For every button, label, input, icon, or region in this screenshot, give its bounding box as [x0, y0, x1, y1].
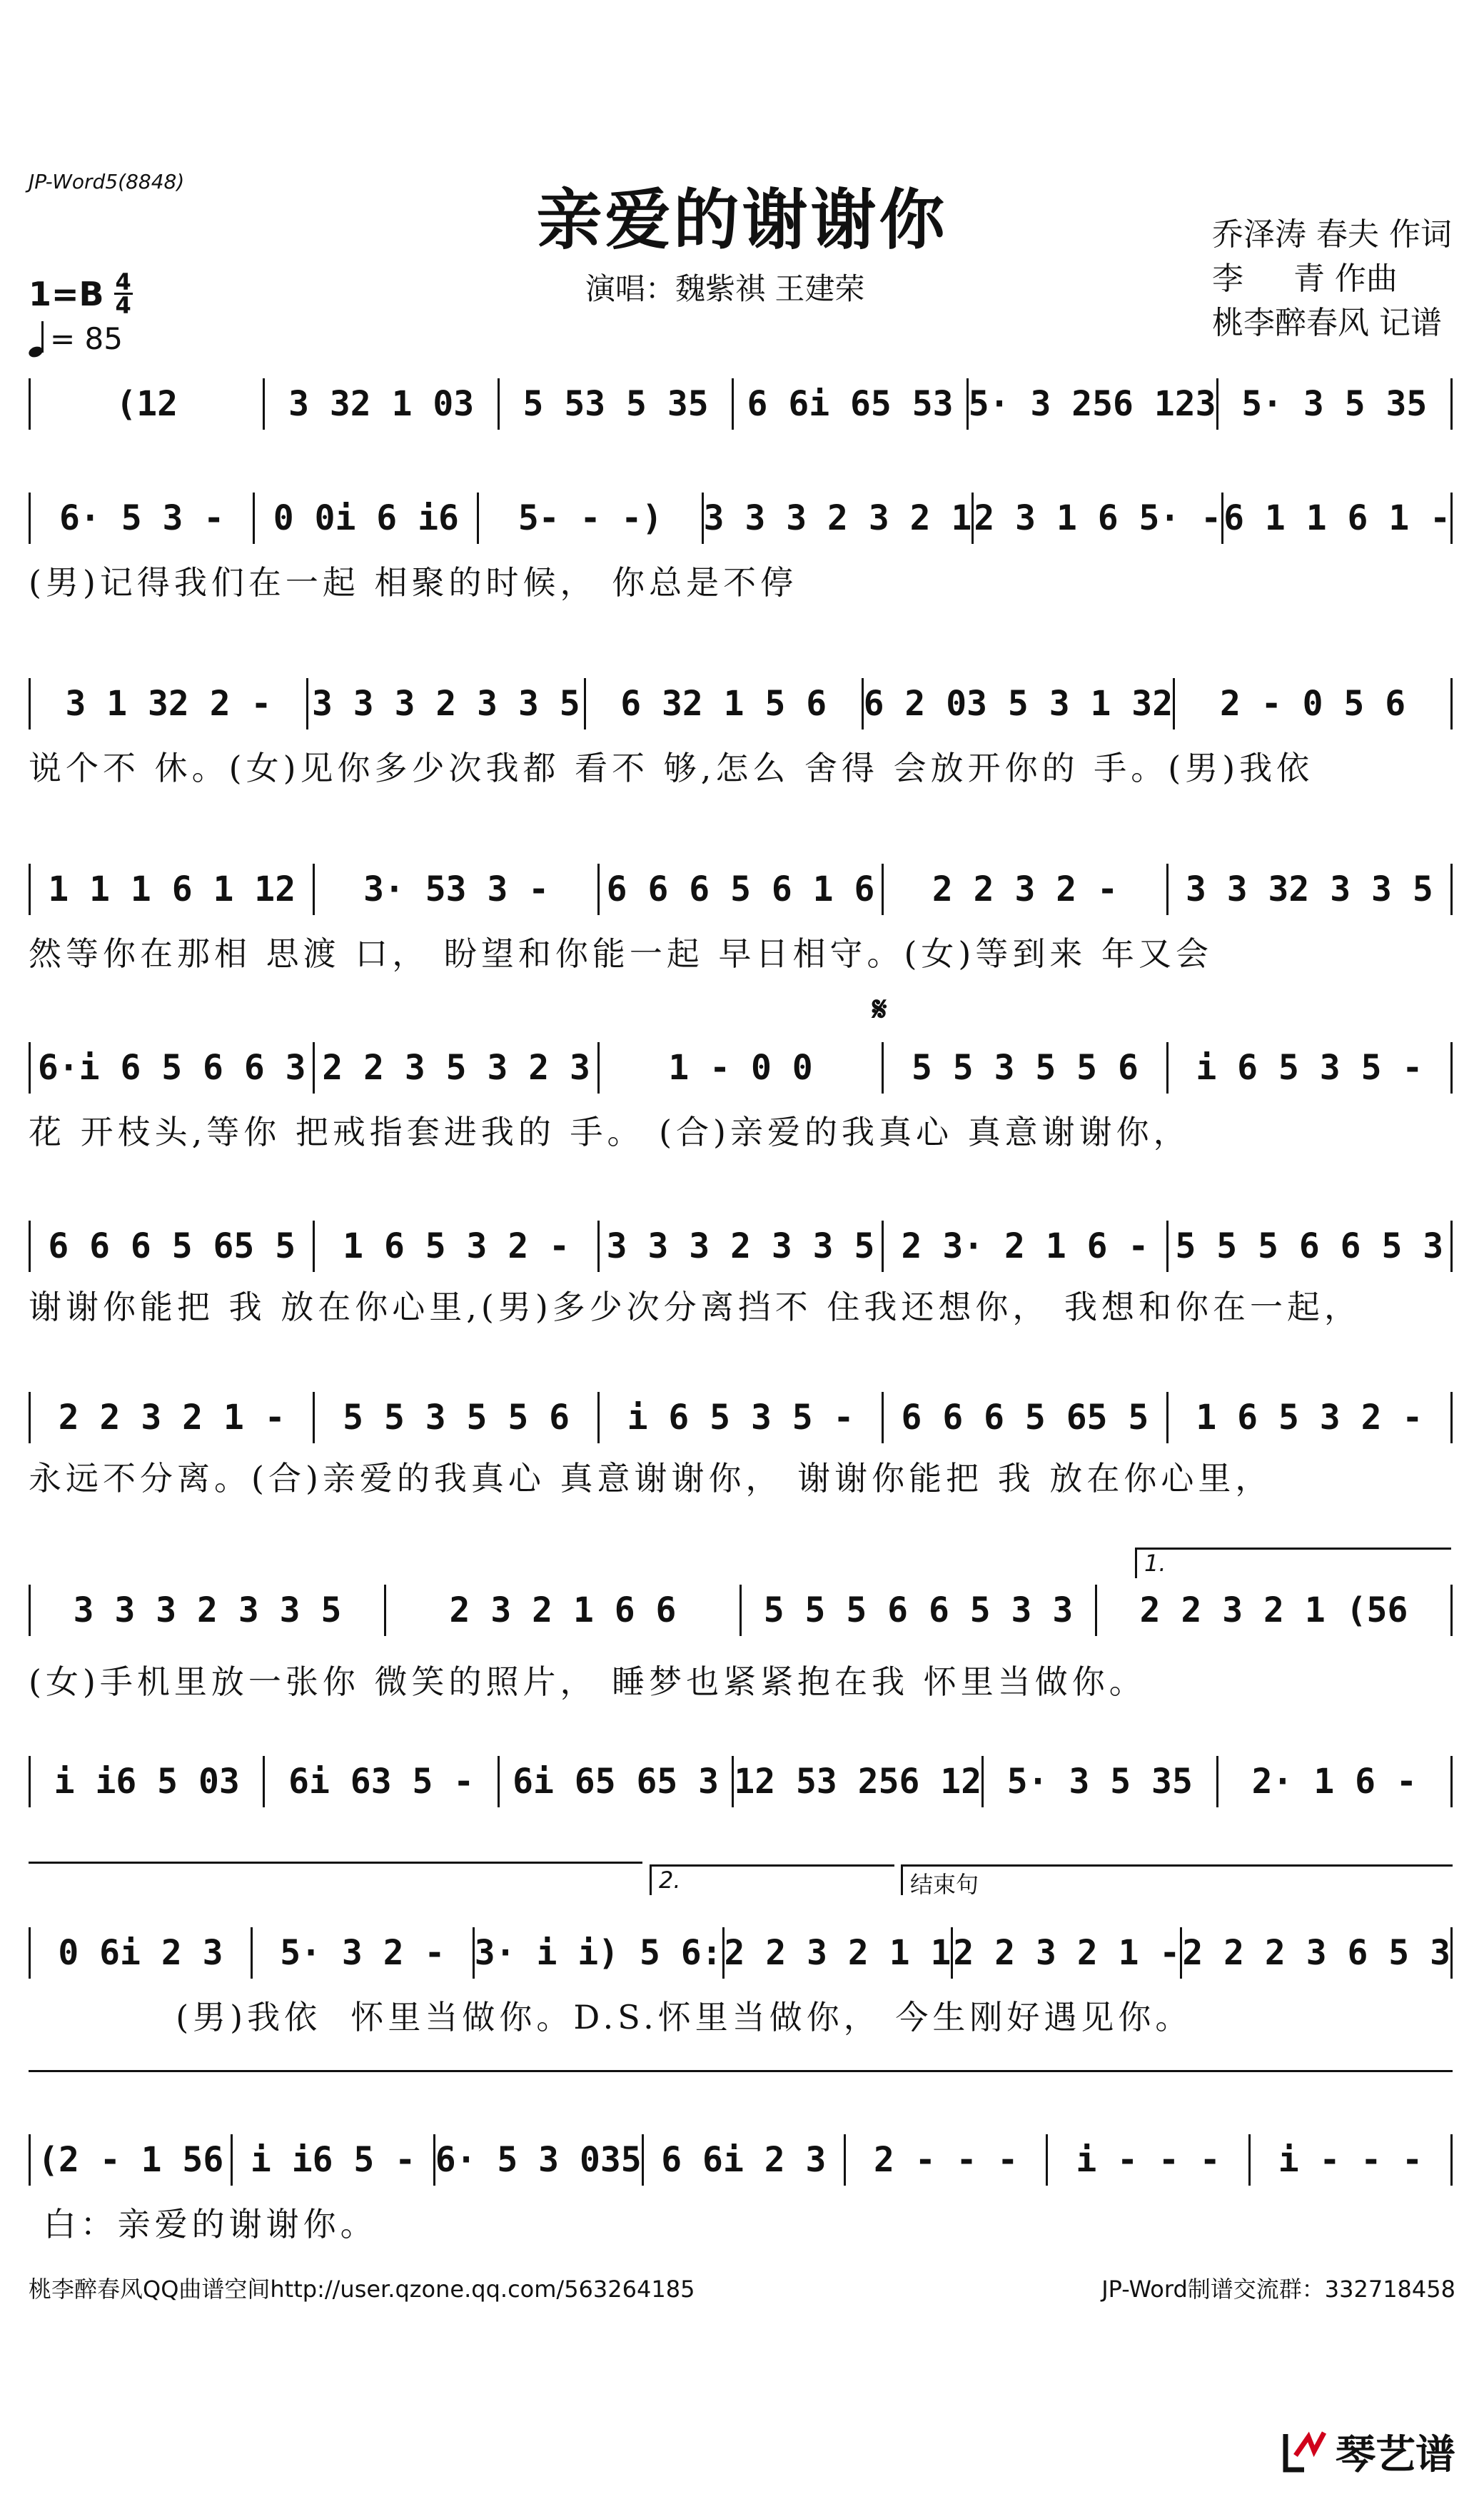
measure: 6 6i 65 53 [747, 384, 954, 424]
barline [1450, 1585, 1453, 1636]
barline [1450, 1221, 1453, 1272]
measure: 5 53 5 35 [523, 384, 709, 424]
lyric-line: 说个不 休。(女)见你多少次我都 看不 够,怎么 舍得 会放开你的 手。(男)我依 [29, 749, 1314, 787]
notation-line [29, 1927, 1453, 1979]
lyric-line: 谢谢你能把 我 放在你心里,(男)多少次分离挡不 住我还想你， 我想和你在一起， [29, 1288, 1362, 1326]
notation-line [29, 1221, 1453, 1272]
volta-continue-bracket [29, 1862, 642, 1885]
measure: 3 32 1 03 [288, 384, 475, 424]
measure: 5 5 5 6 6 5 3 3 [763, 1590, 1074, 1630]
measure: 1 - 0 0 [668, 1048, 813, 1088]
footer-right: JP-Word制谱交流群：332718458 [1101, 2276, 1455, 2303]
measure: 6 32 1 5 6 [620, 684, 827, 724]
measure: 6 6 6 5 65 5 [48, 1226, 296, 1266]
brand-logo [1280, 2423, 1455, 2480]
measure: 5· 3 256 123 [968, 384, 1216, 424]
measure: 2 2 2 3 6 5 3 [1182, 1933, 1450, 1973]
measure: 5 5 3 5 5 6 [343, 1398, 570, 1438]
measure: 3· 53 3 - [363, 869, 550, 909]
time-signature [114, 268, 133, 319]
measure: 5- - -) [518, 498, 663, 538]
measure: 2 2 3 2 - [932, 869, 1118, 909]
measure: 1 1 1 6 1 12 [48, 869, 296, 909]
lyric-line: 然等你在那相 思渡 口， 盼望和你能一起 早日相守。(女)等到来 年又会 [29, 934, 1213, 973]
measure: 6 6 6 5 65 5 [901, 1398, 1149, 1438]
volta-2-label: 2. [659, 1867, 681, 1894]
measure: 3 3 3 2 3 3 5 [311, 684, 580, 724]
measure: 3 3 3 2 3 2 1 [703, 498, 972, 538]
measure: i 6 5 3 5 - [627, 1398, 854, 1438]
barline [1450, 1927, 1453, 1979]
notation-line [29, 378, 1453, 430]
measure: 5· 3 2 - [280, 1933, 445, 1973]
notation-line [29, 1042, 1453, 1094]
measure: 3· i i) 5 6: [474, 1933, 722, 1973]
measure: 6· 5 3 035 [435, 2140, 642, 2180]
time-top: 4 [115, 268, 131, 296]
ending-label: 结束句 [910, 1871, 979, 1898]
notation-line [29, 678, 1453, 730]
quarter-note-icon [29, 320, 44, 357]
lyric-line: 白：亲爱的谢谢你。 [29, 2205, 378, 2243]
measure: 3 3 3 2 3 3 5 [73, 1590, 342, 1630]
notation-line [29, 1392, 1453, 1443]
notation-line [29, 1756, 1453, 1807]
measure: i i6 5 - [250, 2140, 416, 2180]
notation-line [29, 864, 1453, 915]
measure: 2· 1 6 - [1251, 1762, 1417, 1802]
measure: i - - - [1076, 2140, 1221, 2180]
measure: 2 2 3 5 3 2 3 [322, 1048, 590, 1088]
key-signature [29, 268, 133, 319]
measure: 6 6 6 5 6 1 6 [606, 869, 875, 909]
footer-left: 桃李醉春风QQ曲谱空间http://user.qzone.qq.com/563264185 [29, 2276, 695, 2303]
lyric-line: 花 开枝头,等你 把戒指套进我的 手。 (合)亲爱的我真心 真意谢谢你， [29, 1113, 1191, 1151]
singer-line: 演唱：魏紫祺 王建荣 [585, 271, 865, 306]
lyricist-credit: 乔泽涛 春夫 作词 [1212, 216, 1452, 253]
credits [1212, 213, 1452, 345]
measure: 3 3 32 3 3 5 [1185, 869, 1433, 909]
measure: 2 - 0 5 6 [1220, 684, 1406, 724]
measure: 2 2 3 2 1 - [953, 1933, 1181, 1973]
measure: 5 5 3 5 5 6 [911, 1048, 1139, 1088]
measure: 5· 3 5 35 [1006, 1762, 1193, 1802]
measure: (2 - 1 56 [38, 2140, 224, 2180]
volta-2-bracket [650, 1864, 894, 1895]
key-text: 1=B [29, 274, 104, 313]
lyric-line: 永远不分离。(合)亲爱的我真心 真意谢谢你， 谢谢你能把 我 放在你心里， [29, 1459, 1273, 1498]
measure: 12 53 256 12 [734, 1762, 982, 1802]
barline [1450, 864, 1453, 915]
brand-name: 琴艺谱 [1336, 2431, 1455, 2478]
ending-bracket [901, 1864, 1453, 1898]
measure: 2 3· 2 1 6 - [901, 1226, 1149, 1266]
segno-icon: 𝄋 [872, 989, 887, 1029]
tempo-marking [29, 320, 123, 357]
brand-icon [1280, 2427, 1330, 2477]
measure: 3 3 3 2 3 3 5 [606, 1226, 875, 1266]
measure: 2 3 1 6 5· - [974, 498, 1222, 538]
lyric-line: (男)我依 怀里当做你。D.S.怀里当做你， 今生刚好遇见你。 [29, 1998, 1193, 2036]
measure: i - - - [1278, 2140, 1423, 2180]
barline [1450, 493, 1453, 544]
measure: 2 3 2 1 6 6 [449, 1590, 677, 1630]
measure: 6i 65 65 3 [513, 1762, 720, 1802]
measure: 6·i 6 5 6 6 3 [37, 1048, 306, 1088]
measure: 6 1 1 6 1 - [1223, 498, 1451, 538]
notation-line [29, 493, 1453, 544]
measure: 6 2 03 5 3 1 32 [863, 684, 1173, 724]
measure: 3 1 32 2 - [65, 684, 272, 724]
time-bottom: 4 [115, 292, 131, 319]
measure: i i6 5 03 [54, 1762, 240, 1802]
song-title: 亲爱的谢谢你 [536, 181, 948, 258]
measure: 0 0i 6 i6 [273, 498, 459, 538]
measure: 2 2 3 2 1 (56 [1139, 1590, 1408, 1630]
measure: i 6 5 3 5 - [1196, 1048, 1423, 1088]
measure: 2 2 3 2 1 - [58, 1398, 286, 1438]
barline [1450, 1756, 1453, 1807]
barline [1450, 1042, 1453, 1094]
barline [1450, 1392, 1453, 1443]
measure: 5· 3 5 35 [1241, 384, 1428, 424]
barline [1450, 378, 1453, 430]
measure: 5 5 5 6 6 5 3 [1175, 1226, 1444, 1266]
transcriber-credit: 桃李醉春风 记谱 [1212, 305, 1443, 341]
tempo-text: = 85 [50, 320, 123, 356]
measure: 2 2 3 2 1 1 [724, 1933, 952, 1973]
ending-continue-bracket [29, 2070, 1453, 2091]
measure: 6i 63 5 - [288, 1762, 475, 1802]
measure: 1 6 5 3 2 - [1196, 1398, 1423, 1438]
measure: 1 6 5 3 2 - [343, 1226, 570, 1266]
composer-credit: 李 青 作曲 [1212, 261, 1398, 297]
volta-1-bracket [1135, 1548, 1451, 1578]
barline [1450, 678, 1453, 730]
measure: 0 6i 2 3 [58, 1933, 223, 1973]
measure: 6 6i 2 3 [661, 2140, 827, 2180]
volta-1-label: 1. [1144, 1550, 1166, 1577]
software-label: JP-Word5(8848) [29, 170, 185, 193]
measure: (12 [116, 384, 178, 424]
notation-line [29, 1585, 1453, 1636]
barline [1450, 2134, 1453, 2186]
lyric-line: (女)手机里放一张你 微笑的照片， 睡梦也紧紧抱在我 怀里当做你。 [29, 1662, 1146, 1701]
notation-line [29, 2134, 1453, 2186]
measure: 2 - - - [874, 2140, 1019, 2180]
lyric-line: (男)记得我们在一起 相聚的时候， 你总是不停 [29, 563, 798, 602]
measure: 6· 5 3 - [59, 498, 225, 538]
